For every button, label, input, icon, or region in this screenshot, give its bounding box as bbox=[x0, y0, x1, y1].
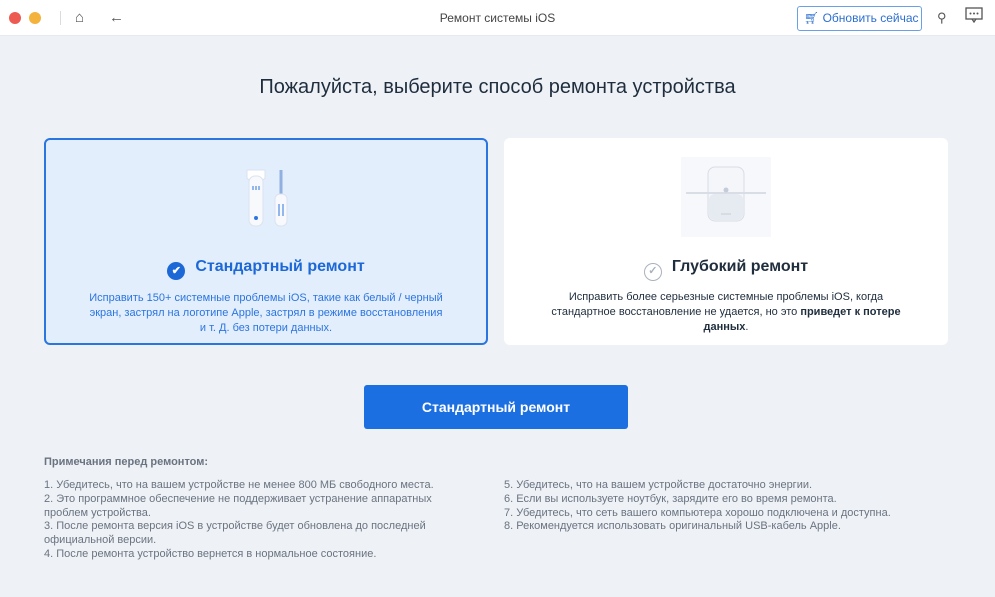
note-item: 4. После ремонта устройство вернется в нормальное состояние. bbox=[44, 547, 377, 560]
deep-repair-title: Глубокий ремонт bbox=[671, 258, 809, 275]
notes-right-column bbox=[504, 479, 891, 534]
selected-check-icon: ✔ bbox=[167, 262, 185, 280]
note-item: 6. Если вы используете ноутбук, зарядите его во время ремонта. bbox=[504, 492, 837, 505]
tools-icon bbox=[231, 166, 301, 230]
data-loss-warning: приведет к потере данных bbox=[703, 306, 901, 333]
back-arrow-icon[interactable]: ← bbox=[109, 9, 124, 26]
window-title: Ремонт системы iOS bbox=[439, 11, 556, 25]
standard-repair-card[interactable] bbox=[44, 138, 488, 345]
note-item: 1. Убедитесь, что на вашем устройстве не менее 800 МБ свободного места. bbox=[44, 479, 434, 491]
note-item: 3. После ремонта версия iOS в устройстве будет обновлена до последней официальной версии. bbox=[44, 520, 426, 547]
notes-left-column bbox=[44, 479, 434, 562]
feedback-icon[interactable] bbox=[965, 7, 983, 29]
update-now-button[interactable] bbox=[797, 6, 922, 31]
home-icon[interactable]: ⌂ bbox=[75, 9, 85, 26]
update-now-label: Обновить сейчас bbox=[822, 11, 919, 25]
cart-icon: 🛒︎ bbox=[804, 11, 820, 25]
device-repair-icon bbox=[676, 152, 776, 242]
key-icon[interactable]: ⚲ bbox=[937, 10, 947, 25]
deep-repair-description bbox=[544, 290, 908, 335]
start-standard-repair-button[interactable]: Стандартный ремонт bbox=[364, 385, 628, 429]
deep-description-text: Исправить более серьезные системные проблемы iOS, когда стандартное восстановление не удается, но это bbox=[551, 291, 884, 318]
deep-repair-card[interactable] bbox=[504, 138, 948, 345]
note-item: 7. Убедитесь, что сеть вашего компьютера хорошо подключена и доступна. bbox=[504, 506, 891, 519]
note-item: 8. Рекомендуется использовать оригинальный USB-кабель Apple. bbox=[504, 520, 841, 533]
deep-description-end: . bbox=[745, 321, 749, 333]
note-item: 5. Убедитесь, что на вашем устройстве достаточно энергии. bbox=[504, 479, 813, 491]
standard-repair-description: Исправить 150+ системные проблемы iOS, такие как белый / черный экран, застрял на логотипе Apple, застрял в режиме восстановления и т. Д. без потери данных. bbox=[89, 292, 443, 334]
standard-repair-title: Стандартный ремонт bbox=[195, 258, 365, 275]
page-title: Пожалуйста, выберите способ ремонта устройства bbox=[259, 76, 736, 98]
note-item: 2. Это программное обеспечение не поддерживает устранение аппаратных проблем устройства. bbox=[44, 492, 432, 519]
unselected-check-icon: ✓ bbox=[644, 263, 662, 281]
title-bar bbox=[0, 0, 995, 36]
notes-title: Примечания перед ремонтом: bbox=[44, 456, 209, 468]
